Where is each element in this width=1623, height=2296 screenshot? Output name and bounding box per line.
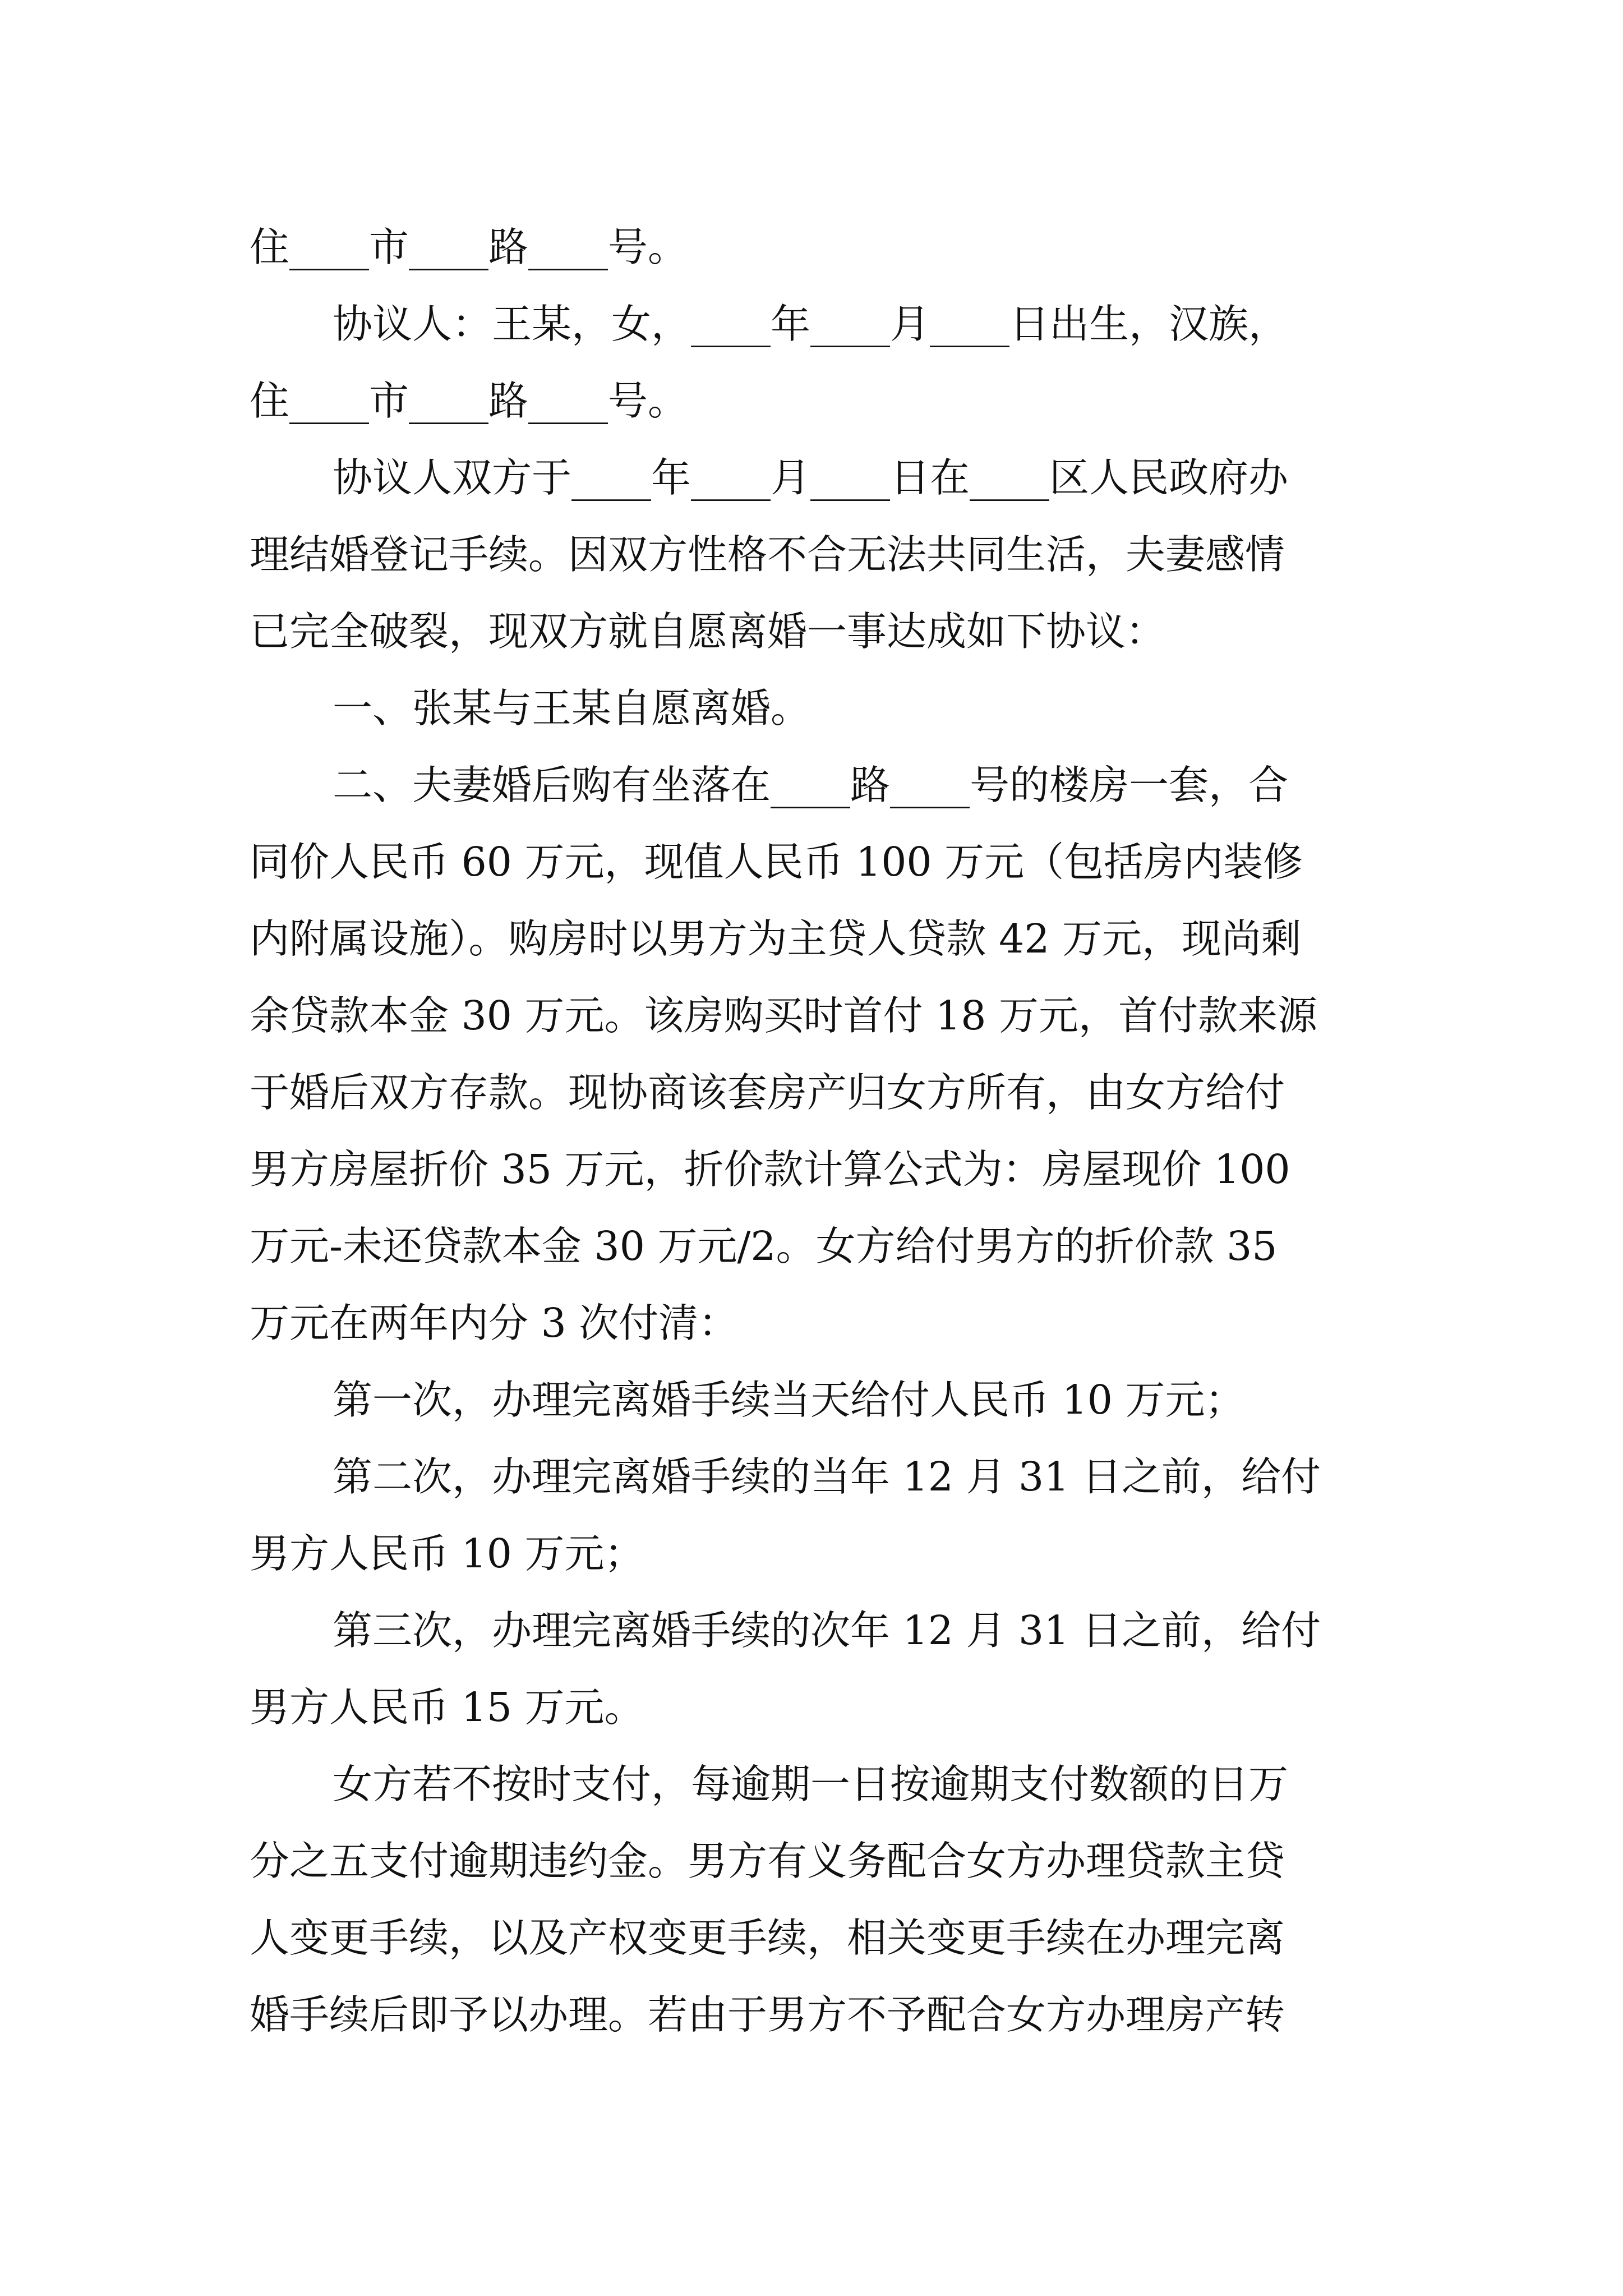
text-line: 第一次，办理完离婚手续当天给付人民币 10 万元； [333,1377,1245,1423]
text-line: 同价人民币 60 万元，现值人民币 100 万元（包括房内装修 [250,839,1303,885]
text-line: 理结婚登记手续。因双方性格不合无法共同生活，夫妻感情 [250,531,1285,578]
text-line: 万元-未还贷款本金 30 万元/2。女方给付男方的折价款 35 [250,1223,1278,1269]
text-line: 男方人民币 10 万元； [250,1530,644,1577]
text-line: 男方人民币 15 万元。 [250,1684,644,1731]
text-line: 住____市____路____号。 [250,224,688,270]
text-line: 内附属设施）。购房时以男方为主贷人贷款 42 万元，现尚剩 [250,915,1301,962]
text-line: 男方房屋折价 35 万元，折价款计算公式为：房屋现价 100 [250,1146,1290,1193]
text-line: 住____市____路____号。 [250,378,688,424]
text-line: 协议人双方于____年____月____日在____区人民政府办 [333,454,1289,501]
text-line: 第三次，办理完离婚手续的次年 12 月 31 日之前，给付 [333,1607,1321,1654]
text-line: 一、张某与王某自愿离婚。 [333,685,811,731]
text-line: 人变更手续，以及产权变更手续，相关变更手续在办理完离 [250,1915,1285,1961]
text-line: 已完全破裂，现双方就自愿离婚一事达成如下协议： [250,608,1166,655]
text-line: 婚手续后即予以办理。若由于男方不予配合女方办理房产转 [250,1991,1285,2038]
text-line: 于婚后双方存款。现协商该套房产归女方所有，由女方给付 [250,1069,1285,1116]
text-line: 女方若不按时支付，每逾期一日按逾期支付数额的日万 [333,1761,1289,1807]
text-line: 万元在两年内分 3 次付清： [250,1300,739,1346]
text-line: 二、夫妻婚后购有坐落在____路____号的楼房一套，合 [333,762,1289,808]
document-body [250,209,1388,2053]
text-line: 第二次，办理完离婚手续的当年 12 月 31 日之前，给付 [333,1453,1321,1500]
text-line: 分之五支付逾期违约金。男方有义务配合女方办理贷款主贷 [250,1838,1285,1884]
text-line: 余贷款本金 30 万元。该房购买时首付 18 万元，首付款来源 [250,992,1317,1039]
text-line: 协议人：王某，女，____年____月____日出生，汉族， [333,301,1289,347]
